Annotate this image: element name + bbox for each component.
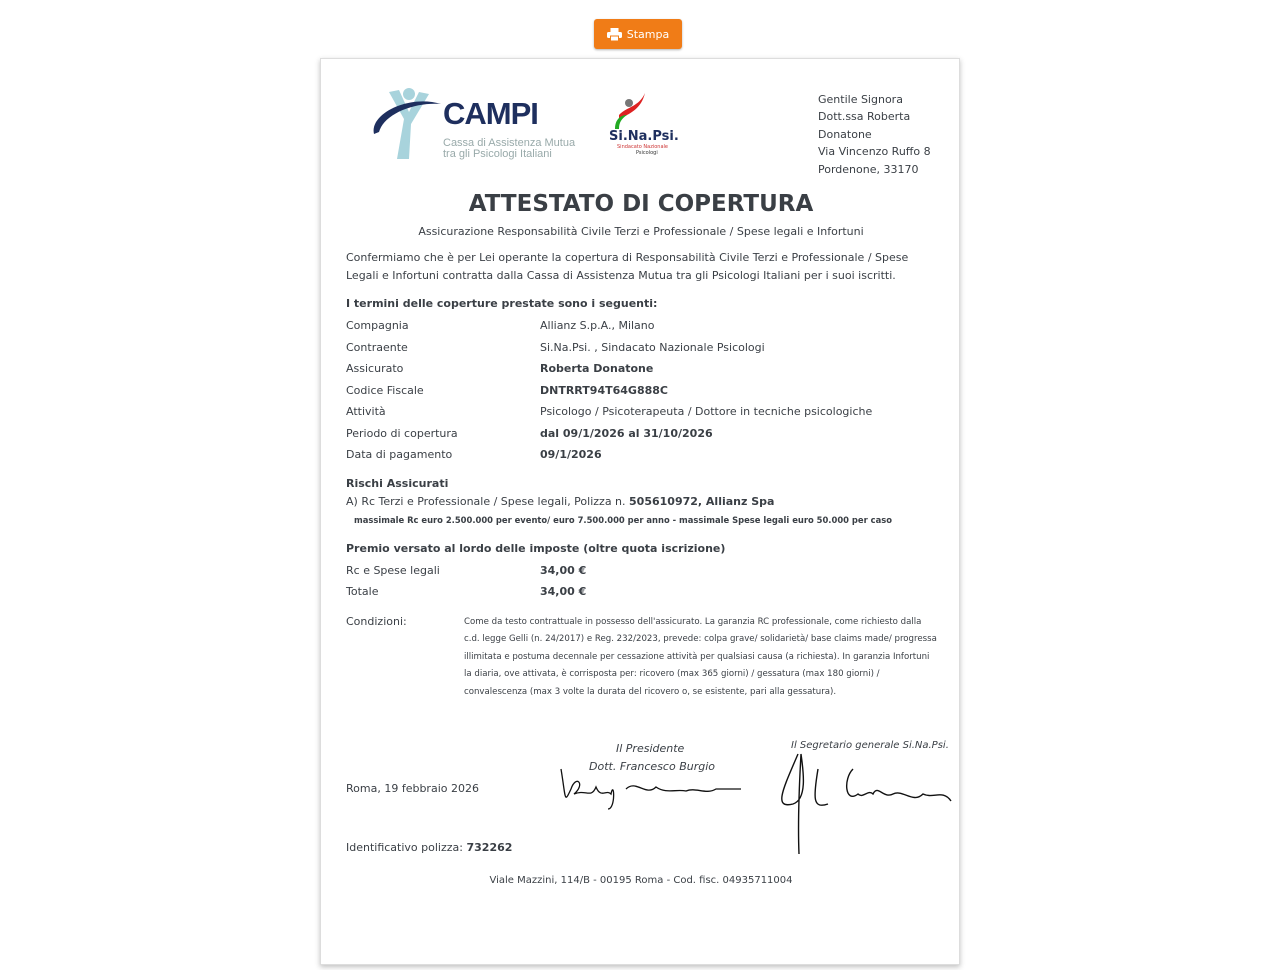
footer-address: Viale Mazzini, 114/B - 00195 Roma - Cod. fisc. 04935711004	[489, 875, 793, 886]
campi-logo: CAMPI Cassa di Assistenza Mutua tra gli Psicologi Italiani	[369, 84, 579, 164]
term-row: Codice Fiscale DNTRRT94T64G888C	[346, 384, 668, 397]
print-button[interactable]	[594, 19, 682, 49]
president-name: Dott. Francesco Burgio	[589, 760, 716, 773]
intro-text: Confermiamo che è per Lei operante la copertura di Responsabilità Civile Terzi e Professionale / Spese Legali e Infortuni contratta dalla Cassa di Assistenza Mutua tra gli Psicologi Italiani per i suoi iscritti.	[346, 251, 909, 282]
premium-row: Rc e Spese legali 34,00 €	[346, 564, 587, 577]
term-row: Attività Psicologo / Psicoterapeuta / Dottore in tecniche psicologiche	[346, 405, 873, 418]
massimale: massimale Rc euro 2.500.000 per evento/ euro 7.500.000 per anno - massimale Spese legali euro 50.000 per caso	[354, 515, 892, 525]
term-row: Data di pagamento 09/1/2026	[346, 448, 602, 461]
sinapsi-logo: Si.Na.Psi. Sindacato Nazionale Psicologi	[609, 89, 689, 159]
secretary-title: Il Segretario generale Si.Na.Psi.	[791, 740, 949, 751]
terms-heading: I termini delle coperture prestate sono i seguenti:	[346, 297, 658, 310]
policy-id: Identificativo polizza: 732262	[346, 841, 513, 854]
risks-heading: Rischi Assicurati	[346, 477, 449, 490]
term-row: Contraente Si.Na.Psi. , Sindacato Nazionale Psicologi	[346, 341, 765, 354]
term-row: Assicurato Roberta Donatone	[346, 362, 654, 375]
premium-heading: Premio versato al lordo delle imposte (oltre quota iscrizione)	[346, 542, 726, 555]
place-date: Roma, 19 febbraio 2026	[346, 782, 479, 795]
recipient-address: Gentile Signora Dott.ssa Roberta Donatone Via Vincenzo Ruffo 8 Pordenone, 33170	[818, 93, 931, 176]
term-row: Compagnia Allianz S.p.A., Milano	[346, 319, 655, 332]
president-title: Il Presidente	[616, 742, 685, 755]
term-row: Periodo di copertura dal 09/1/2026 al 31/10/2026	[346, 427, 713, 440]
page-title: ATTESTATO DI COPERTURA	[468, 191, 814, 217]
print-label: Stampa	[626, 27, 670, 41]
printer-icon	[607, 28, 622, 41]
subtitle: Assicurazione Responsabilità Civile Terzi e Professionale / Spese legali e Infortuni	[418, 225, 864, 238]
conditions-label: Condizioni:	[346, 615, 407, 628]
conditions-text: Come da testo contrattuale in possesso dell'assicurato. La garanzia RC professionale, come richiesto dalla c.d. legge Gelli (n. 24/2017) e Reg. 232/2023, prevede: colpa grave/ solidarietà/ base claims made/ progressa illimitata e postuma decennale per cessazione attività per qualsiasi causa (a richiesta). In garanzia Infortuni la diaria, ove attivata, è corrisposta per: ricovero (max 365 giorni) / gessatura (max 180 giorni) / convalescenza (max 3 volte la durata del ricovero o, se esistente, pari alla gessatura).	[464, 617, 937, 697]
premium-row: Totale 34,00 €	[346, 585, 587, 598]
risk-line: A) Rc Terzi e Professionale / Spese legali, Polizza n. 505610972, Allianz Spa	[346, 495, 775, 508]
certificate-page	[320, 58, 960, 965]
